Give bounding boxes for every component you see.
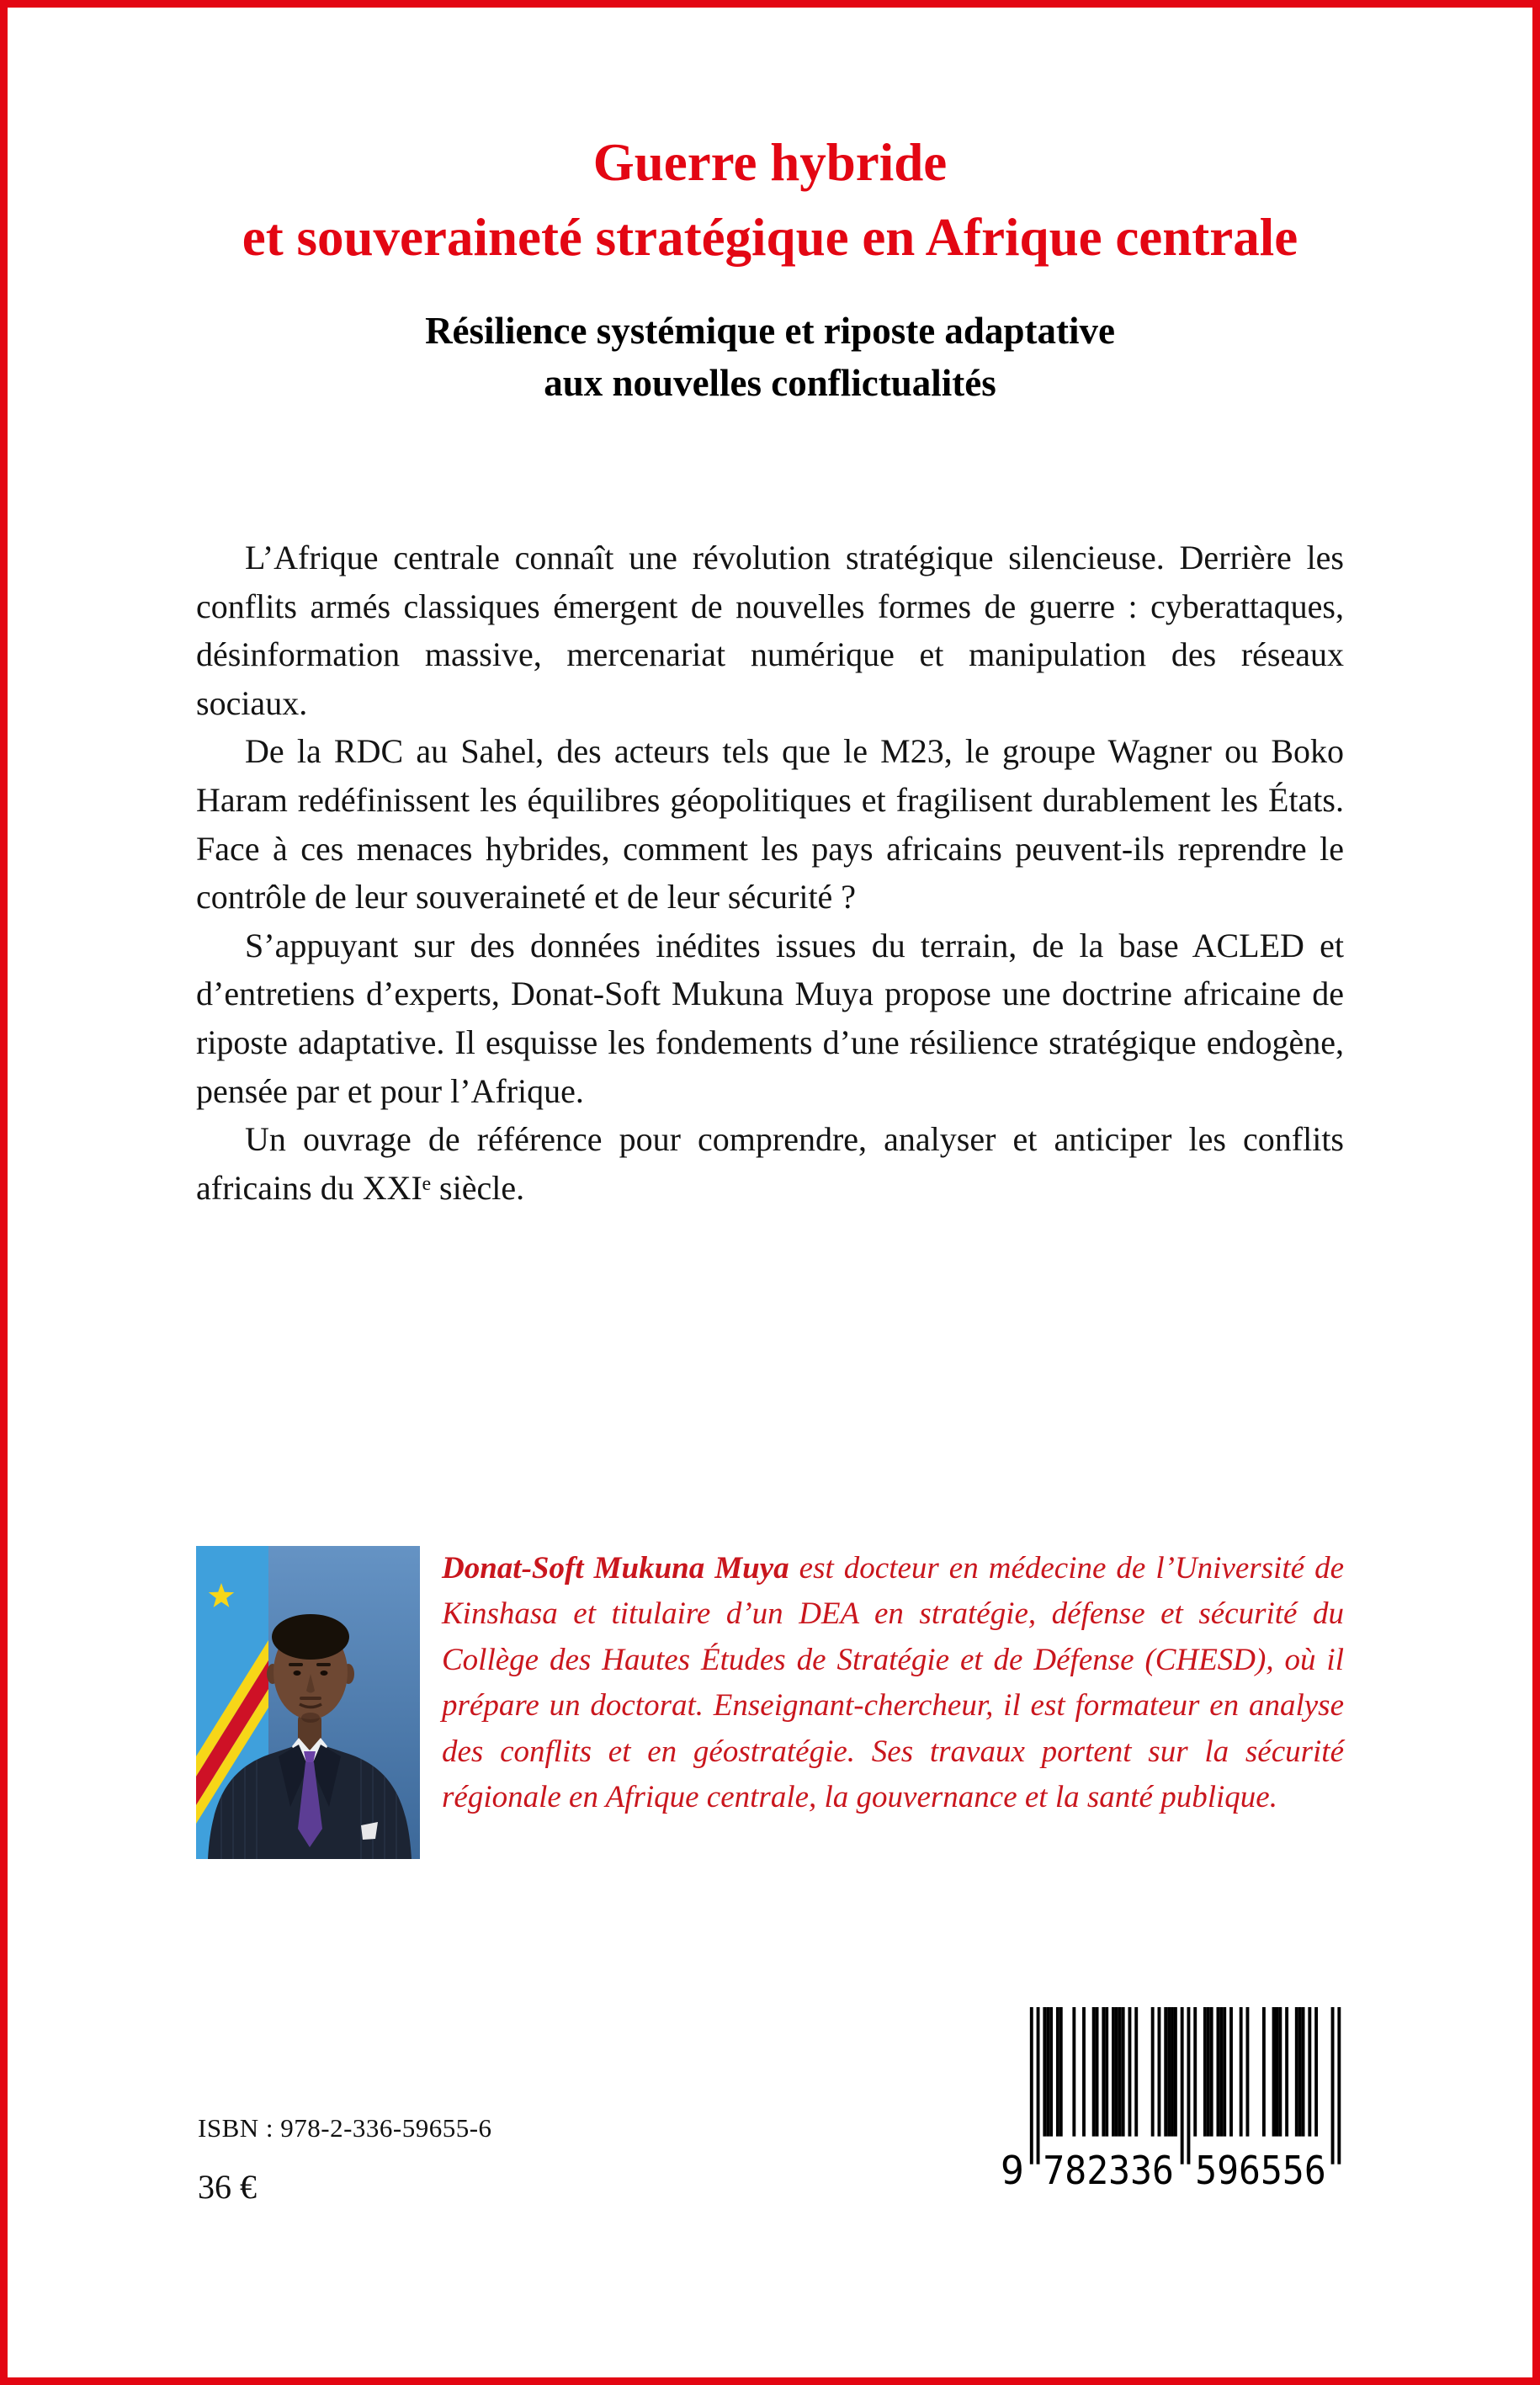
author-bio-text: est docteur en médecine de l’Université de Kinshasa et titulaire d’un DEA en stratégie, défense et sécurité du Collège des Hautes Études de Stratégie et de Défense (CHESD), où il prépare un doctorat. Enseignant-chercheur, il est formateur en analyse des conflits et en géostratégie. Ses travaux portent sur la sécurité régionale en Afrique centrale, la gouvernance et la santé publique. xyxy=(442,1551,1345,1814)
book-subtitle-line2: aux nouvelles conflictualités xyxy=(544,362,996,404)
book-subtitle-line1: Résilience systémique et riposte adaptative xyxy=(425,309,1115,352)
book-title-line2: et souveraineté stratégique en Afrique centrale xyxy=(242,208,1298,268)
book-title xyxy=(100,125,1440,276)
barcode-digits: 596556 xyxy=(1195,2148,1326,2192)
isbn-text: ISBN : 978-2-336-59655-6 xyxy=(198,2113,492,2143)
price-text: 36 € xyxy=(198,2168,257,2206)
barcode-svg xyxy=(996,2007,1349,2192)
author-portrait-illustration xyxy=(196,1546,420,1859)
synopsis-paragraph-1: L’Afrique centrale connaît une révolution stratégique silencieuse. Derrière les conflits armés classiques émergent de nouvelles formes de guerre : cyberattaques, désinformation massive, mercenariat numérique et manipulation des réseaux sociaux. xyxy=(196,539,1344,722)
barcode-digits: 782336 xyxy=(1043,2148,1174,2192)
author-name: Donat-Soft Mukuna Muya xyxy=(442,1551,789,1586)
book-title-line1: Guerre hybride xyxy=(592,133,948,192)
author-photo xyxy=(196,1546,420,1859)
book-subtitle xyxy=(134,305,1406,409)
synopsis-paragraph-3: S’appuyant sur des données inédites issues du terrain, de la base ACLED et d’entretiens d’experts, Donat-Soft Mukuna Muya propose une doctrine africaine de riposte adaptative. Il esquisse les fondements d’une résilience stratégique endogène, pensée par et pour l’Afrique. xyxy=(196,926,1344,1110)
barcode xyxy=(990,2004,1354,2196)
author-section xyxy=(196,1546,1344,1859)
synopsis xyxy=(196,534,1344,1212)
barcode-digits: 9 xyxy=(1000,2148,1024,2192)
author-bio xyxy=(442,1546,1344,1820)
synopsis-paragraph-4: Un ouvrage de référence pour comprendre, analyser et anticiper les conflits africains du XXIᵉ siècle. xyxy=(196,1120,1344,1207)
synopsis-paragraph-2: De la RDC au Sahel, des acteurs tels que le M23, le groupe Wagner ou Boko Haram redéfinissent les équilibres géopolitiques et fragilisent durablement les États. Face à ces menaces hybrides, comment les pays africains peuvent-ils reprendre le contrôle de leur souveraineté et de leur sécurité ? xyxy=(196,732,1344,916)
